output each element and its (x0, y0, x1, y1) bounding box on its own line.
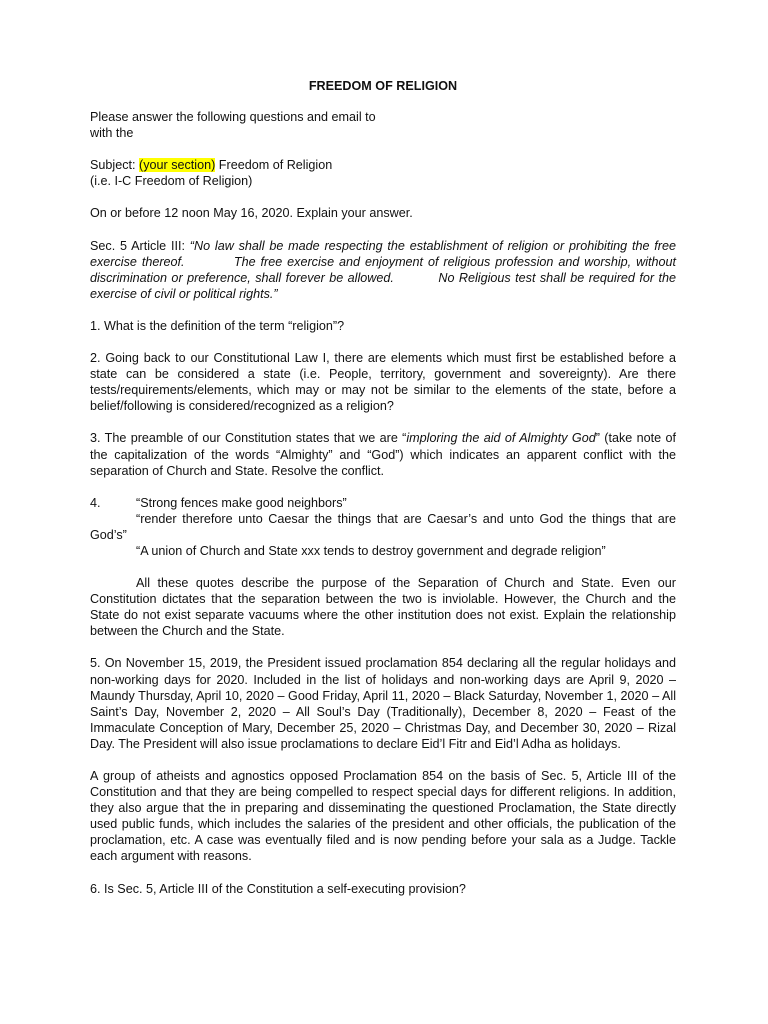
subject-example: (i.e. I-C Freedom of Religion) (90, 174, 253, 189)
question-4-body: All these quotes describe the purpose of the Separation of Church and State. Even our Constitution dictates that the separation between the two is inviolable. However, the Church and the State do not exist separate vacuums where the other institution does not exist. Explain the relationship between the Church and the State. (90, 576, 676, 639)
deadline-line: On or before 12 noon May 16, 2020. Explain your answer. (90, 206, 413, 221)
subject-rest: Freedom of Religion (215, 158, 333, 173)
question-3-part-2: ” (take note of the capitalization of the words “Almighty” and “God”) which indicates an apparent conflict with the separation of Church and State. Resolve the conflict. (90, 431, 676, 478)
subject-highlight: (your section) (139, 158, 216, 173)
question-3-part-1: 3. The preamble of our Constitution states that we are “ (90, 431, 407, 446)
question-4-number: 4. (90, 495, 101, 510)
intro-line-2: with the (90, 126, 134, 141)
question-5-paragraph-2: A group of atheists and agnostics opposed Proclamation 854 on the basis of Sec. 5, Article III of the Constitution and that they are being compelled to respect special days for different religions. In addition, they also argue that the in preparing and disseminating the questioned Proclamation, the State directly used public funds, which includes the salaries of the president and other officials, the publication of the proclamation, etc. A case was eventually filed and is now pending before your sala as a Judge. Tackle each argument with reasons. (90, 769, 676, 864)
sec5-paragraph (90, 238, 680, 302)
document-title: FREEDOM OF RELIGION (308, 79, 458, 93)
question-4-quote-1: “Strong fences make good neighbors” (136, 495, 347, 510)
question-4-quote-2: “render therefore unto Caesar the things that are Caesar’s and unto God the things that are God’s” (90, 511, 676, 542)
question-4-quote-3: “A union of Church and State xxx tends to destroy government and degrade religion” (136, 543, 606, 558)
sec5-quote: “No law shall be made respecting the establishment of religion or prohibiting the free exercise thereof. The free exercise and enjoyment of religious profession and worship, without discrimination or preference, shall forever be allowed. No Religious test shall be required for the exercise of civil or political rights.” (90, 238, 680, 301)
question-6: 6. Is Sec. 5, Article III of the Constitution a self-executing provision? (90, 881, 466, 896)
question-1: 1. What is the definition of the term “religion”? (90, 318, 345, 333)
sec5-label: Sec. 5 Article III: (90, 238, 190, 253)
question-2: 2. Going back to our Constitutional Law I, there are elements which must first be established before a state can be considered a state (i.e. People, territory, government and sovereignty). Are there tests/requirements/elements, which may or may not be similar to the elements of the state, before a belief/following is considered/recognized as a religion? (90, 351, 676, 414)
question-3-italic: imploring the aid of Almighty God (406, 431, 596, 446)
subject-label: Subject: (90, 158, 140, 173)
intro-line-1: Please answer the following questions and email to (90, 110, 376, 125)
question-3 (90, 430, 676, 478)
subject-line (90, 157, 676, 173)
question-5-paragraph-1: 5. On November 15, 2019, the President issued proclamation 854 declaring all the regular holidays and non-working days for 2020. Included in the list of holidays and non-working days are April 9, 2020 – Maundy Thursday, April 10, 2020 – Good Friday, April 11, 2020 – Black Saturday, November 1, 2020 – All Saint’s Day, November 2, 2020 – All Soul’s Day (Traditionally), December 8, 2020 – Feast of the Immaculate Conception of Mary, December 25, 2020 – Christmas Day, and December 30, 2020 – Rizal Day. The President will also issue proclamations to declare Eid’l Fitr and Eid’l Adha as holidays. (90, 656, 676, 751)
question-4-quote-1-row (90, 495, 676, 511)
